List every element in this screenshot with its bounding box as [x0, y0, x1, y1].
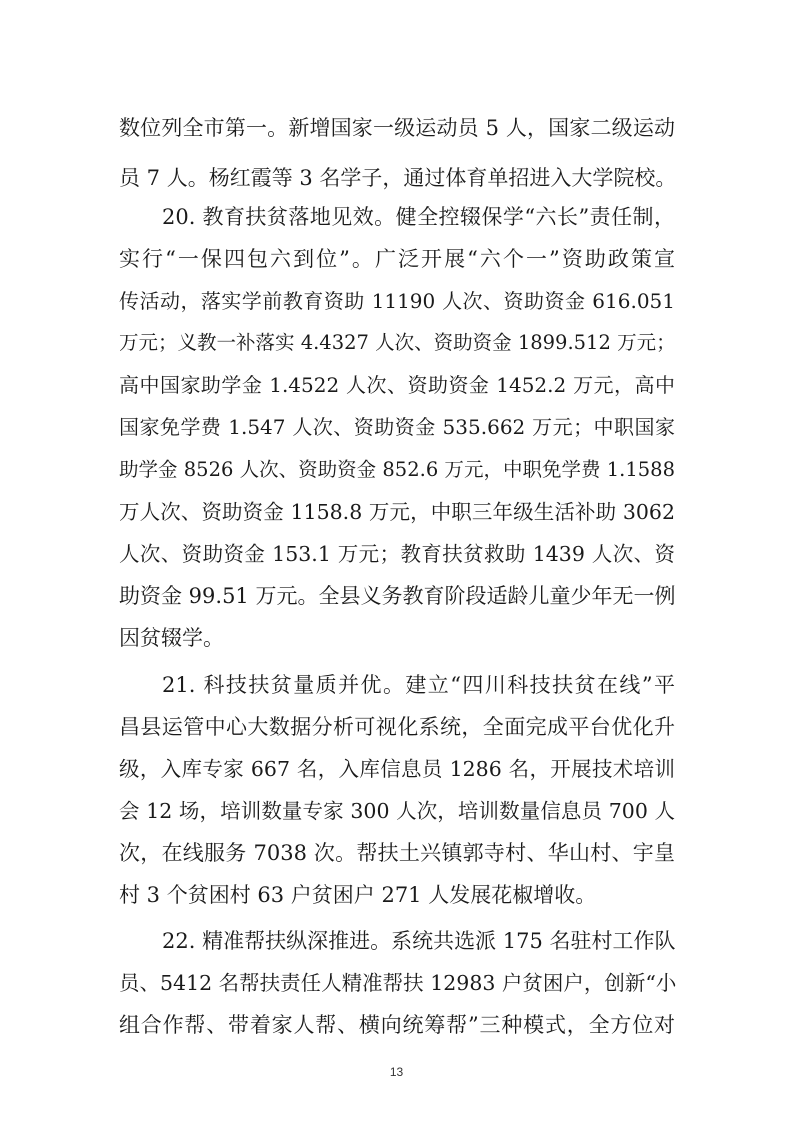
text-line: 因贫辍学。: [119, 626, 224, 650]
page-number: 13: [389, 1065, 404, 1079]
text-line: 会 12 场，培训数量专家 300 人次，培训数量信息员 700 人: [119, 799, 675, 823]
section-heading-line: 21. 科技扶贫量质并优。建立“四川科技扶贫在线”平: [162, 673, 675, 697]
section-heading-line: 20. 教育扶贫落地见效。健全控辍保学“六长”责任制，: [162, 205, 675, 229]
text-line: 村 3 个贫困村 63 户贫困户 271 人发展花椒增收。: [119, 883, 597, 907]
text-line: 次，在线服务 7038 次。帮扶土兴镇郭寺村、华山村、宇皇: [119, 841, 675, 865]
section-heading-line: 22. 精准帮扶纵深推进。系统共选派 175 名驻村工作队: [162, 929, 676, 953]
text-line: 组合作帮、带着家人帮、横向统筹帮”三种模式，全方位对: [119, 1013, 675, 1037]
text-line: 传活动，落实学前教育资助 11190 人次、资助资金 616.051: [119, 289, 675, 313]
text-line: 高中国家助学金 1.4522 人次、资助资金 1452.2 万元，高中: [119, 373, 675, 397]
text-line: 级，入库专家 667 名，入库信息员 1286 名，开展技术培训: [119, 757, 675, 781]
text-line: 国家免学费 1.547 人次、资助资金 535.662 万元；中职国家: [119, 415, 675, 439]
text-line: 万人次、资助资金 1158.8 万元，中职三年级生活补助 3062: [119, 500, 675, 524]
text-line: 员、5412 名帮扶责任人精准帮扶 12983 户贫困户，创新“小: [119, 971, 677, 995]
text-line: 人次、资助资金 153.1 万元；教育扶贫救助 1439 人次、资: [119, 542, 675, 566]
text-line: 昌县运管中心大数据分析可视化系统，全面完成平台优化升: [119, 715, 675, 739]
text-line: 助学金 8526 人次、资助资金 852.6 万元，中职免学费 1.1588: [119, 458, 675, 481]
text-line: 助资金 99.51 万元。全县义务教育阶段适龄儿童少年无一例: [119, 584, 676, 608]
text-line: 数位列全市第一。新增国家一级运动员 5 人，国家二级运动: [119, 116, 675, 140]
text-line: 实行“一保四包六到位”。广泛开展“六个一”资助政策宣: [119, 247, 675, 271]
text-line: 员 7 人。杨红霞等 3 名学子，通过体育单招进入大学院校。: [119, 166, 677, 190]
text-line: 万元；义教一补落实 4.4327 人次、资助资金 1899.512 万元；: [119, 331, 676, 354]
